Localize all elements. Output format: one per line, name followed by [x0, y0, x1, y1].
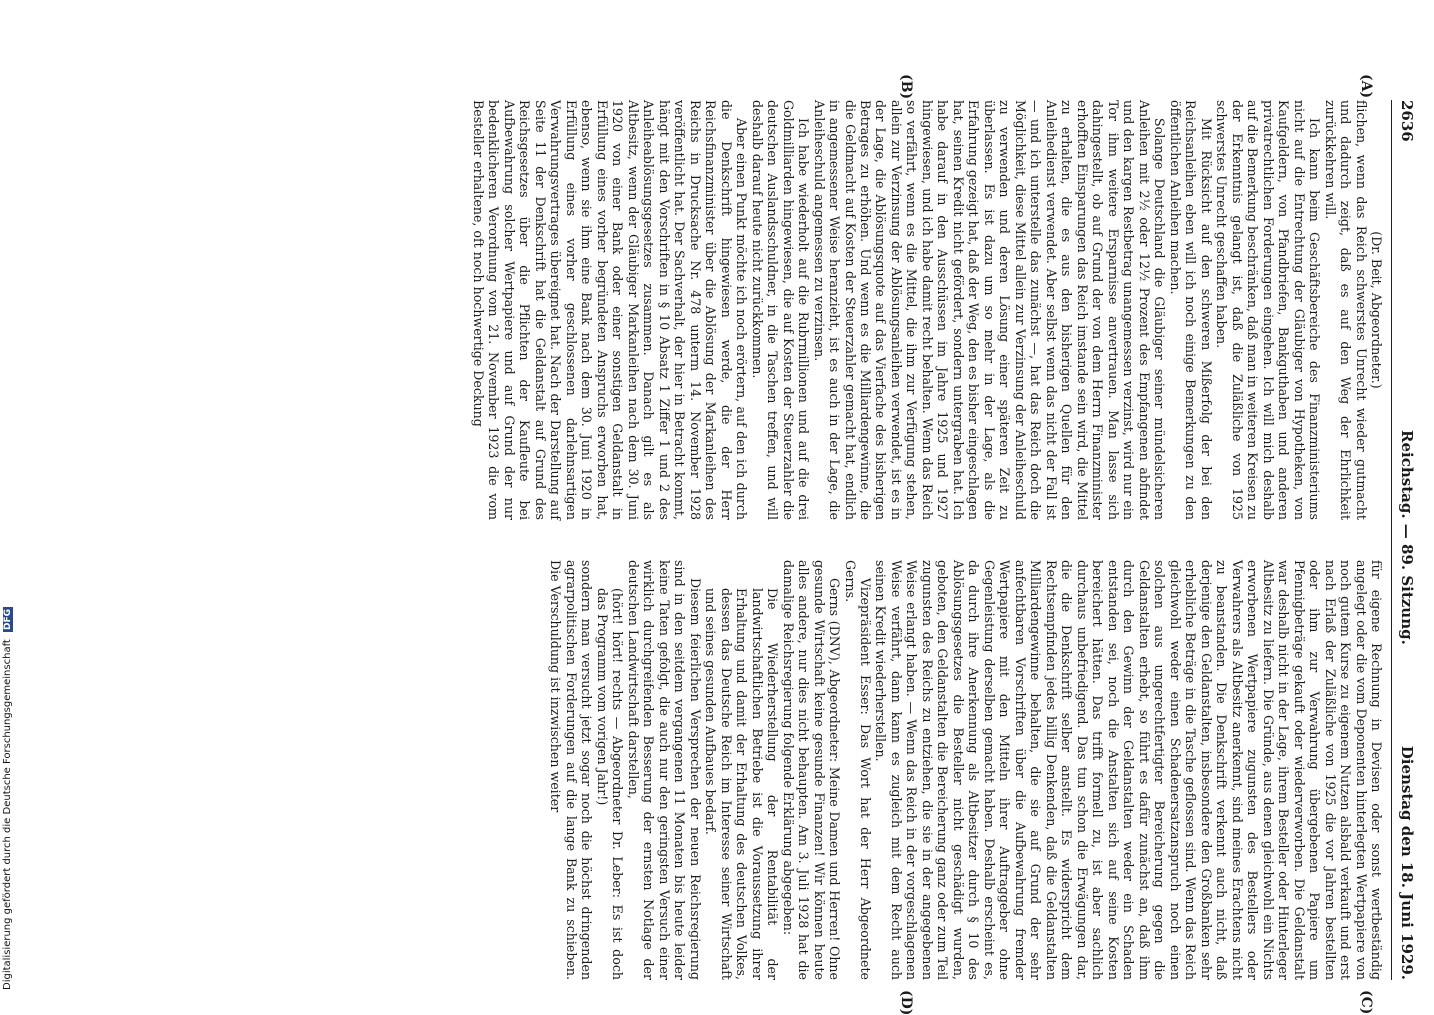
interjection: (hört! hört! rechts — Abgeordneter Dr. Leber: Es ist doch das Programm vom vorigen Jahr!)	[594, 588, 626, 980]
paragraph: Diesem feierlichen Versprechen der neuen Reichsregierung sind in den seitdem vergangenen 11 Monaten bis heute leider keine Taten gefolgt, die auch nur den geringsten Versuch einer wirklich durchgreifenden Besserung der ernsten Notlage der deutschen Landwirtschaft darstellen,	[625, 560, 703, 980]
speaker-intro: (Dr. Beit, Abgeordneter.)	[1369, 231, 1384, 389]
margin-marker-b: (B)	[898, 74, 914, 100]
footer-credit	[2, 0, 20, 990]
paragraph: flichen, wenn das Reich schwerstes Unrecht wieder gutmacht und dadurch zeigt, daß es auf den Weg der Ehrlichkeit zurückkehren will.	[1322, 100, 1369, 520]
paragraph: sondern man versucht jetzt sogar noch die höchst dringenden agrarpolitischen Forderungen auf die lange Bank zu schieben. Die Verschuldung ist inzwischen weiter	[548, 560, 595, 980]
page-number: 2636	[1398, 100, 1416, 142]
block-quote: Die Wiederherstellung der Rentabilität der landwirtschaftlichen Betriebe ist die Voraussetzung ihrer Erhaltung und damit der Erhaltung des deutschen Volkes, dessen das Deutsche Reich im Interesse seiner Wirtschaft und seines gesunden Aufbaues bedarf.	[703, 588, 781, 980]
margin-marker-a: (A)	[1358, 74, 1374, 99]
running-header	[1392, 100, 1420, 980]
margin-marker-d: (D)	[898, 990, 914, 1015]
paragraph: für eigene Rechnung in Devisen oder sonst wertbeständig angelegt oder die vom Deponenten hinterlegten Wertpapiere von noch gutem Kurse zu eigenem Nutzen alsbald verkauft und erst nach Erlaß der Zuläßliche von 1925 die vor Jahren bestellten oder ihm zur Verwahrung übergebenen Papiere um Pfennigbeträge gekauft oder wiederverworben. Die Geldanstalt war deshalb nicht in der Lage, ihrem Besteller oder Hinterleger Altbesitz zu liefern. Die Gründe, aus denen gleichwohl ein Nichts erworbenen Wertpapiere zugunsten des Bestellers oder Verwahrers als Altbesitz anerkennt, sind meines Erachtens nicht zu beanstanden. Die Denkschrift verkennt auch nicht, daß derjenige den Geldanstalten, insbesondere den Großbanken sehr erhebliche Beträge in die Tasche geflossen sind. Wenn das Reich gleichwohl weder einen Schadenersatzanspruch noch einen solchen aus ungerechtfertigter Bereicherung gegen die Geldanstalten erhebt, so führt es dafür zunächst an, daß ihm durch den Gewinn der Geldanstalten weder ein Schaden entstanden sei, noch die Anstalten sich auf seine Kosten bereichert hätten. Das trifft formell zu, ist aber sachlich durchaus unbefriedigend. Das tun schon die Erwägungen dar, die die Denkschrift selber anstellt. Es widerspricht dem Rechtsempfinden jedes billig Denkenden, daß die Geldanstalten Milliardengewinne behalten, die sie auf Grund der sehr anfechtbaren Vorschriften über die Aufbewahrung fremder Wertpapiere mit den Mitteln ihrer Auftraggeber ohne Gegenleistung derselben gemacht haben. Deshalb erscheint es, da durch ihre Anerkennung als Altbesitzer durch § 10 des Ablösungsgesetzes die Besteller nicht geschädigt wurden, geboten, den Geldanstalten die Bereicherung ganz oder zum Teil zugunsten des Reichs zu entziehen, die sie in der angegebenen Weise erlangt haben. — Wenn das Reich in der vorgeschlagenen Weise verfährt, dann kann es zugleich mit dem Recht auch seinen Kredit wiederherstellen.	[873, 560, 1384, 980]
paragraph: Gerns (DNV), Abgeordneter: Meine Damen und Herren! Ohne gesunde Wirtschaft keine gesunde Finanzen! Wir können heute alles andere, nur dies nicht behaupten. Am 3. Juli 1928 hat die damalige Reichsregierung folgende Erklärung abgegeben:	[780, 560, 843, 980]
paragraph: Ich kann beim Geschäftsbereiche des Finanzministeriums nicht auf die Entrechtung der Gläubiger von Hypotheken, von Kaufgeldern, von Pfandbriefen, Bankguthaben und anderen privatrechtlichen Forderungen eingehen. Ich will mich deshalb auf die Bemerkung beschränken, daß man in weiteren Kreisen zu der Erkenntnis gelangt ist, daß die Zuläßliche von 1925 schwerstes Unrecht geschaffen haben.	[1214, 100, 1323, 520]
paragraph: Solange Deutschland die Gläubiger seiner mündelsicheren Anleihen mit 2½ oder 12½ Prozent des Empfangenen abfindet und den kargen Restbetrag unangemessen verzinst, wird nur ein Tor ihm weitere Ersparnisse anvertrauen. Man lasse sich dahingestellt, ob auf Grund der von dem Herrn Finanzminister erhofften Einsparungen das Reich imstande sein wird, die Mittel zu erhalten, die es aus den bisherigen Quellen für den Anleihedienst verwendet. Aber selbst wenn das nicht der Fall ist — und ich unterstelle das zunächst —, hat das Reich doch die Möglichkeit, diese Mittel allein zur Verzinsung der Anleiheschuld zu verwenden und deren Lösung einer späteren Zeit zu überlassen. Es ist dazu um so mehr in der Lage, als die Erfahrung gezeigt hat, daß der Weg, den es bisher eingeschlagen hat, seinen Kredit nicht gefördert, sondern untergraben hat. Ich habe darauf in den Ausschüssen im Jahre 1925 und 1927 hingewiesen, und ich habe damit recht behalten. Wenn das Reich so verfährt, wenn es die Mittel, die ihm zur Verfügung stehen, allein zur Verzinsung der Ablösungsanleihen verwendet, ist es in der Lage, die Ablösungsquote auf das Vierfache des bisherigen Betrages zu erhöhen. Und wenn es die Milliardengewinne, die die Geldmacht auf Kosten der Steuerzahler gemacht hat, endlich in angemessener Weise heranzieht, ist es auch in der Lage, die Anleiheschuld angemessen zu verzinsen.	[811, 100, 1168, 520]
footer-strip	[2, 0, 20, 1000]
header-rule	[1391, 100, 1392, 980]
dfg-logo-icon: DFG	[3, 608, 13, 630]
paragraph: Aber einen Punkt möchte ich noch erörtern, auf den ich durch die Denkschrift hingewiesen werde, die der Herr Reichsfinanzminister über die Ablösung der Markanleihen des Reichs in Drucksache Nr. 478 unterm 14. November 1928 veröffentlicht hat. Der Sachverhalt, der hier in Betracht kommt, hängt mit den Vorschriften in § 10 Absatz 1 Ziffer 1 und 2 des Anleiheablösungsgesetzes zusammen. Danach gilt es als Altbesitz, wenn der Gläubiger Markanleihen nach dem 30. Juni 1920 von einer Bank oder einer sonstigen Geldanstalt in Erfüllung eines vorher begründeten Anspruchs erworben hat, ebenso, wenn sie ihm eine Bank nach dem 30. Juni 1920 in Erfüllung eines vorher geschlossenen darlehnsartigen Verwahrungsvertrages übereignet hat. Nach der Darstellung auf Seite 11 der Denkschrift hat die Geldanstalt auf Grund des Reichsgesetzes über die Pflichten der Kaufleute bei Aufbewahrung solcher Wertpapiere und auf Grund der nur bedenklicheren Verordnung vom 21. November 1923 die vom Besteller erhaltene, oft noch hochwertige Deckung	[470, 100, 750, 520]
header-date: Dienstag den 18. Juni 1929.	[1398, 745, 1416, 980]
paragraph: Mit Rücksicht auf den schweren Mißerfolg der bei den Reichsanleihen eben will ich noch einige Bemerkungen zu den öffentlichen Anleihen machen.	[1167, 100, 1214, 520]
left-column	[470, 100, 1384, 520]
right-column	[548, 560, 1384, 980]
rotated-page	[120, 74, 1420, 1015]
header-title: Reichstag. — 89. Sitzung.	[1398, 430, 1416, 645]
paragraph: Ich habe wiederholt auf die Rubrmillionen und auf die drei Goldmilliarden hingewiesen, die auf Kosten der Steuerzahler die deutschen Auslandsschuldner, in die Taschen treffen, und will deshalb darauf heute nicht zurückkommen.	[749, 100, 812, 520]
footer-credit-text: Digitalisierung gefördert durch die Deutsche Forschungsgemeinschaft	[2, 639, 13, 990]
margin-marker-c: (C)	[1358, 990, 1374, 1015]
speaker-announcement: Vizepräsident Esser: Das Wort hat der Herr Abgeordnete Gerns.	[842, 560, 874, 980]
